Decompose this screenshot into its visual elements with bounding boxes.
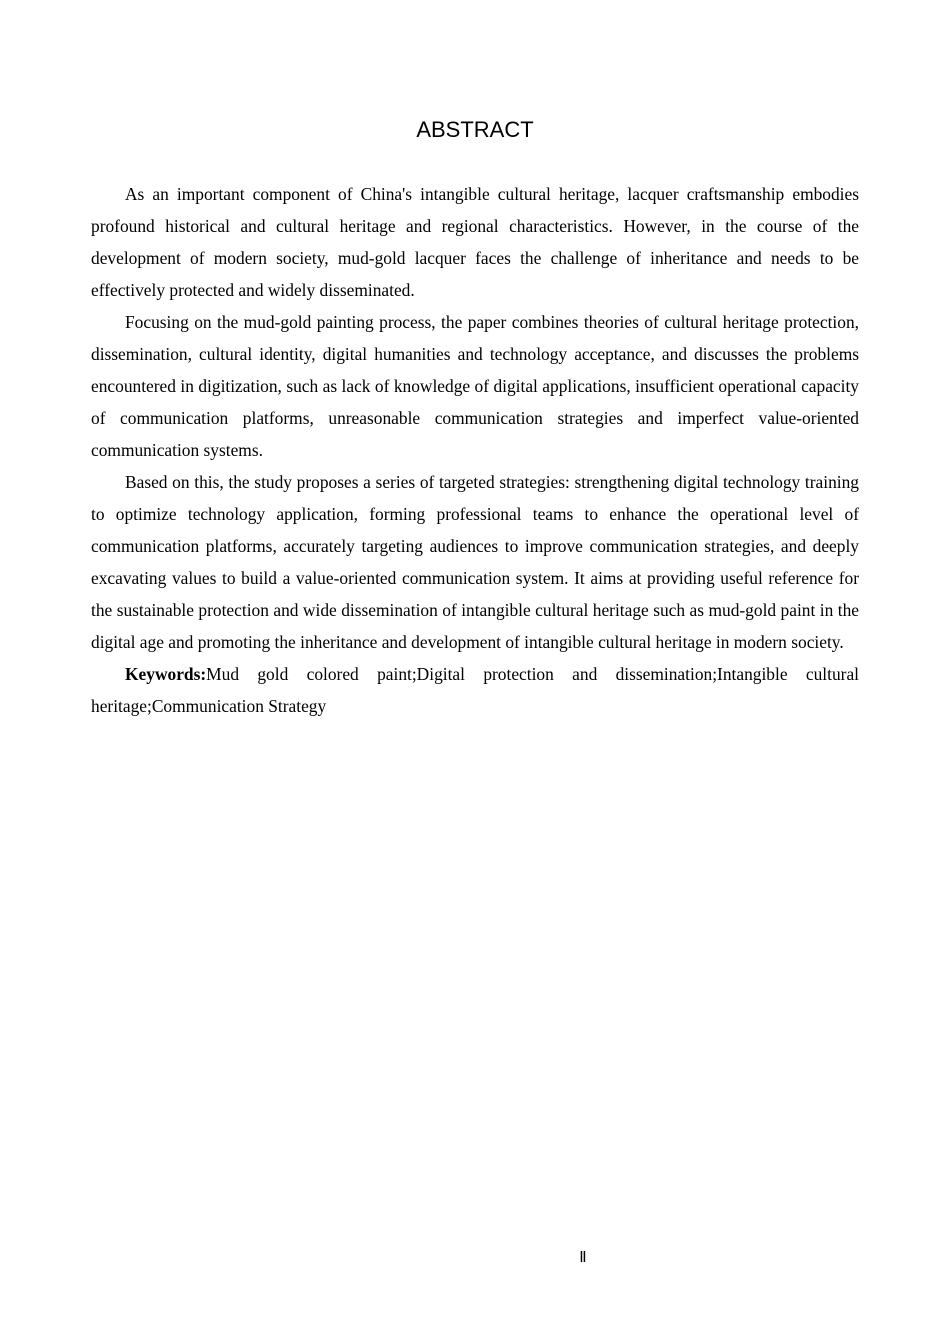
keywords-label: Keywords: [125, 664, 207, 684]
abstract-paragraph-1: As an important component of China's intangible cultural heritage, lacquer craftsmanship embodies profound historical and cultural heritage and regional characteristics. However, in the course of the development of modern society, mud-gold lacquer faces the challenge of inheritance and needs to be effectively protected and widely disseminated. [91, 184, 859, 300]
abstract-paragraph-3: Based on this, the study proposes a series of targeted strategies: strengthening digital technology training to optimize technology application, forming professional teams to enhance the operational level of communication platforms, accurately targeting audiences to improve communication strategies, and deeply excavating values to build a value-oriented communication system. It aims at providing useful reference for the sustainable protection and wide dissemination of intangible cultural heritage such as mud-gold paint in the digital age and promoting the inheritance and development of intangible cultural heritage in modern society. [91, 472, 859, 652]
abstract-title: ABSTRACT [416, 117, 534, 142]
abstract-body [91, 178, 859, 722]
keywords-line [91, 658, 859, 722]
abstract-paragraph-2: Focusing on the mud-gold painting process, the paper combines theories of cultural heritage protection, dissemination, cultural identity, digital humanities and technology acceptance, and discusses the problems encountered in digitization, such as lack of knowledge of digital applications, insufficient operational capacity of communication platforms, unreasonable communication strategies and imperfect value-oriented communication systems. [91, 312, 859, 460]
keywords-text: Mud gold colored paint;Digital protection and dissemination;Intangible cultural heritage;Communication Strategy [91, 664, 859, 716]
page-number: Ⅱ [579, 1250, 587, 1266]
